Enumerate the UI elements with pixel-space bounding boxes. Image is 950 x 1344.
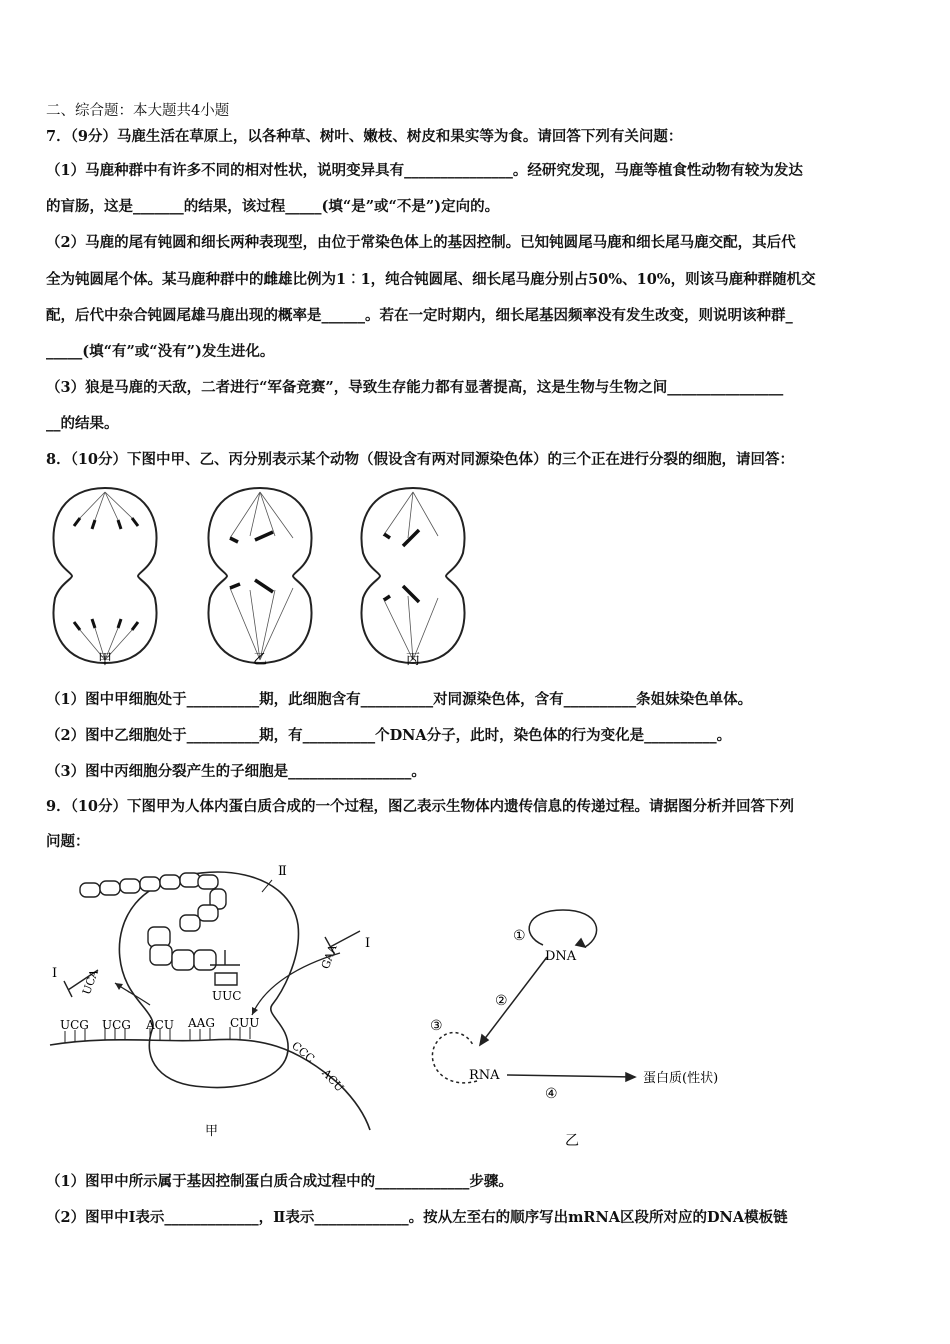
mrna-strand xyxy=(50,1039,370,1130)
arrow-translation xyxy=(507,1075,635,1077)
q7-p2-line3: 配，后代中杂合钝圆尾雄马鹿出现的概率是______。若在一定时期内，细长尾基因频率没有发生改变，则说明该种群_ xyxy=(46,307,793,324)
q7-p2-line1: （2）马鹿的尾有钝圆和细长两种表现型，由位于常染色体上的基因控制。已知钝圆尾马鹿和细长尾马鹿交配，其后代 xyxy=(46,234,796,251)
codon-7: ACU xyxy=(319,1066,347,1095)
cell-division-figure xyxy=(40,478,480,673)
dna-label: DNA xyxy=(545,949,577,964)
label-I-left: Ⅰ xyxy=(52,966,58,981)
cell-label-bing: 丙 xyxy=(406,652,420,668)
central-dogma-figure xyxy=(425,905,735,1155)
codon-6: CCC xyxy=(289,1039,317,1066)
label-II: Ⅱ xyxy=(278,864,287,879)
q9-p2: （2）图甲中Ⅰ表示_____________，Ⅱ表示_____________。按从左至右的顺序写出mRNA区段所对应的DNA模板链 xyxy=(46,1209,788,1226)
label-I-right: Ⅰ xyxy=(365,936,371,951)
codon-3: ACU xyxy=(146,1018,174,1032)
cell-yi xyxy=(208,488,311,663)
protein-label: 蛋白质(性状) xyxy=(643,1071,719,1086)
codon-2: UCG xyxy=(102,1018,131,1032)
q8-p3: （3）图中丙细胞分裂产生的子细胞是_________________。 xyxy=(46,763,426,780)
q9-stem-line2: 问题： xyxy=(46,833,90,850)
cell-label-jia: 甲 xyxy=(98,652,112,668)
q7-p2-line2: 全为钝圆尾个体。某马鹿种群中的雌雄比例为1︰1，纯合钝圆尾、细长尾马鹿分别占50%、10%，则该马鹿种群随机交 xyxy=(46,271,816,288)
dna-replication-loop xyxy=(529,910,596,947)
q7-p1-line1: （1）马鹿种群中有许多不同的相对性状，说明变异具有_______________。经研究发现，马鹿等植食性动物有较为发达 xyxy=(46,162,803,179)
cell-label-yi: 乙 xyxy=(253,652,267,668)
q7-p2-line4: _____(填“有”或“没有”)发生进化。 xyxy=(46,343,275,360)
codon-5: CUU xyxy=(230,1016,260,1030)
q8-stem: 8．（10分）下图中甲、乙、丙分别表示某个动物（假设含有两对同源染色体）的三个正在进行分裂的细胞，请回答： xyxy=(46,451,795,468)
q9-stem-line1: 9．（10分）下图甲为人体内蛋白质合成的一个过程，图乙表示生物体内遗传信息的传递过程。请据图分析并回答下列 xyxy=(46,798,795,815)
codon-4: AAG xyxy=(188,1016,215,1030)
cell-jia xyxy=(53,488,156,663)
num-2: ② xyxy=(495,993,508,1009)
section-heading: 二、综合题：本大题共4小题 xyxy=(46,103,230,119)
q8-p2: （2）图中乙细胞处于__________期，有__________个DNA分子，此时，染色体的行为变化是__________。 xyxy=(46,727,732,744)
rna-label: RNA xyxy=(469,1068,500,1083)
caption-yi: 乙 xyxy=(565,1133,579,1149)
caption-jia: 甲 xyxy=(205,1124,219,1139)
anticodon-right: GAA xyxy=(318,943,340,971)
num-4: ④ xyxy=(545,1086,558,1102)
anticodon-left: UCA xyxy=(79,967,101,997)
q7-p1-line2: 的盲肠，这是_______的结果，该过程_____(填“是”或“不是”)定向的。 xyxy=(46,198,500,215)
num-1: ① xyxy=(513,928,526,944)
q7-p3-line2: __的结果。 xyxy=(46,415,119,432)
q7-p3-line1: （3）狼是马鹿的天敌，二者进行“军备竞赛”，导致生存能力都有显著提高，这是生物与生物之间________________ xyxy=(46,379,784,396)
q9-p1: （1）图甲中所示属于基因控制蛋白质合成过程中的_____________步骤。 xyxy=(46,1173,513,1190)
translation-figure xyxy=(40,855,390,1155)
num-3: ③ xyxy=(430,1018,443,1034)
polypeptide-chain xyxy=(80,873,226,970)
arrow-transcription xyxy=(480,957,547,1045)
anticodon-mid: UUC xyxy=(212,989,242,1003)
codon-1: UCG xyxy=(60,1018,89,1032)
q7-stem: 7．（9分）马鹿生活在草原上，以各种草、树叶、嫩枝、树皮和果实等为食。请回答下列有关问题： xyxy=(46,128,683,145)
cell-bing xyxy=(361,488,464,663)
q8-p1: （1）图中甲细胞处于__________期，此细胞含有__________对同源染色体，含有__________条姐妹染色单体。 xyxy=(46,691,753,708)
